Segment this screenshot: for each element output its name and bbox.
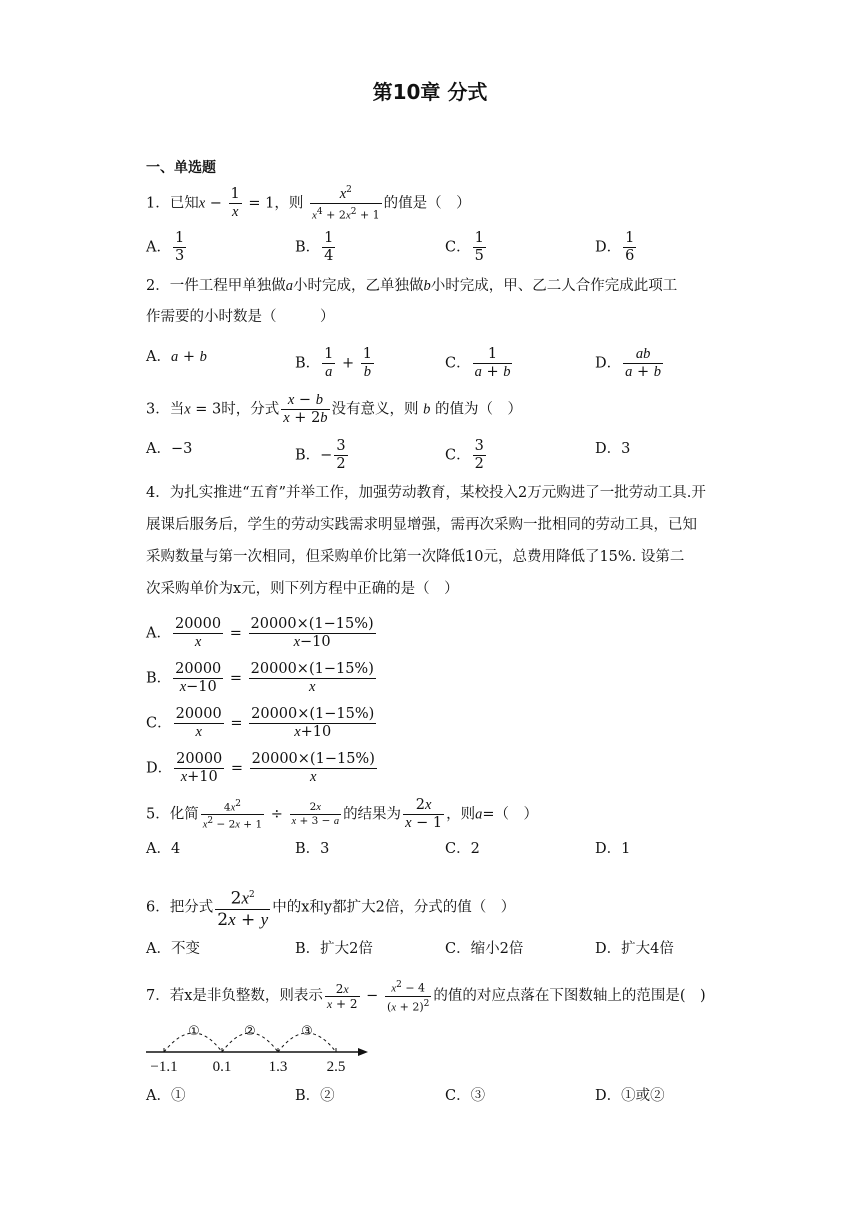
q1-option-d: D． $\frac{1}{6}$	[595, 230, 635, 264]
q3-option-c: C． $\frac{3}{2}$	[445, 438, 484, 472]
question-6: 6．把分式 $\frac{2x^2}{2x + y}$ 中的x和y都扩大2倍，分式的值（ ）	[146, 885, 515, 930]
question-4-line-4: 次采购单价为x元，则下列方程中正确的是（ ）	[146, 581, 459, 597]
tick-label-3: 1.3	[268, 1059, 288, 1075]
q5-option-d: D．1	[595, 841, 631, 857]
arc-label-1: ①	[188, 1024, 200, 1039]
page-title: 第10章 分式	[372, 80, 488, 104]
q6-option-d: D．扩大4倍	[595, 941, 674, 957]
q7-option-b: B．②	[295, 1088, 335, 1104]
question-5: 5．化简 $\frac{4x^2}{x^2 - 2x + 1}$ ÷ $\frac{2x}{x + 3 - a}$ 的结果为 $\frac{2x}{x - 1}$ ，则a=（ ）	[146, 797, 538, 831]
number-line-figure	[146, 1018, 376, 1078]
q5-option-a: A．4	[146, 841, 181, 857]
q1-option-c: C． $\frac{1}{5}$	[445, 230, 484, 264]
question-2-line-2: 作需要的小时数是（ ）	[146, 309, 335, 325]
q6-option-c: C．缩小2倍	[445, 941, 524, 957]
q2-option-b: B． $\frac{1}{a}$ + $\frac{1}{b}$	[295, 346, 372, 380]
arc-label-2: ②	[244, 1024, 256, 1039]
question-7: 7．若x是非负整数，则表示 $\frac{2x}{x + 2}$ − $\frac{x^2 - 4}{(x + 2)^2}$ 的值的对应点落在下图数轴上的范围是( )	[146, 980, 706, 1014]
q4-option-b: B． $\frac{20000}{x-10}$ = $\frac{20000\times(1-15\%)}{x}$	[146, 661, 374, 695]
q6-option-b: B．扩大2倍	[295, 941, 373, 957]
q4-option-c: C． $\frac{20000}{x}$ = $\frac{20000\times(1-15\%)}{x+10}$	[146, 706, 375, 740]
q7-option-d: D．①或②	[595, 1088, 665, 1104]
q4-option-a: A． $\frac{20000}{x}$ = $\frac{20000\times(1-15\%)}{x-10}$	[146, 616, 374, 650]
q5-option-c: C．2	[445, 841, 480, 857]
q6-option-a: A．不变	[146, 941, 200, 957]
q5-option-b: B．3	[295, 841, 330, 857]
q3-option-a: A．−3	[146, 441, 193, 457]
section-heading: 一、单选题	[146, 160, 216, 176]
question-4-line-1: 4．为扎实推进“五育”并举工作，加强劳动教育，某校投入2万元购进了一批劳动工具.开	[146, 485, 706, 501]
q2-option-a: A．a + b	[146, 349, 207, 365]
q3-option-d: D．3	[595, 441, 631, 457]
tick-label-1: −1.1	[150, 1059, 178, 1075]
q7-option-a: A．①	[146, 1088, 186, 1104]
q3-option-b: B．− $\frac{3}{2}$	[295, 438, 346, 472]
tick-label-2: 0.1	[212, 1059, 232, 1075]
tick-label-4: 2.5	[326, 1059, 346, 1075]
q2-option-d: D． $\frac{ab}{a + b}$	[595, 346, 662, 380]
q2-option-c: C． $\frac{1}{a + b}$	[445, 346, 511, 380]
arc-label-3: ③	[301, 1024, 313, 1039]
q4-option-d: D． $\frac{20000}{x+10}$ = $\frac{20000\times(1-15\%)}{x}$	[146, 751, 375, 785]
question-4-line-2: 展课后服务后，学生的劳动实践需求明显增强，需再次采购一批相同的劳动工具，已知	[146, 517, 697, 533]
q1-option-a: A． $\frac{1}{3}$	[146, 230, 185, 264]
question-3: 3．当x = 3时，分式 $\frac{x - b}{x + 2b}$ 没有意义，则 b 的值为（ ）	[146, 392, 523, 426]
q1-option-b: B． $\frac{1}{4}$	[295, 230, 334, 264]
arrow-icon	[358, 1048, 368, 1056]
q7-option-c: C．③	[445, 1088, 486, 1104]
question-4-line-3: 采购数量与第一次相同，但采购单价比第一次降低10元，总费用降低了15%. 设第二	[146, 549, 685, 565]
question-1: 1．已知x − $\frac{1}{x}$ = 1，则 $\frac{x^2}{x^4 + 2x^2 + 1}$ 的值是（ ）	[146, 182, 471, 224]
question-2-line-1: 2．一件工程甲单独做a小时完成，乙单独做b小时完成，甲、乙二人合作完成此项工	[146, 278, 678, 294]
